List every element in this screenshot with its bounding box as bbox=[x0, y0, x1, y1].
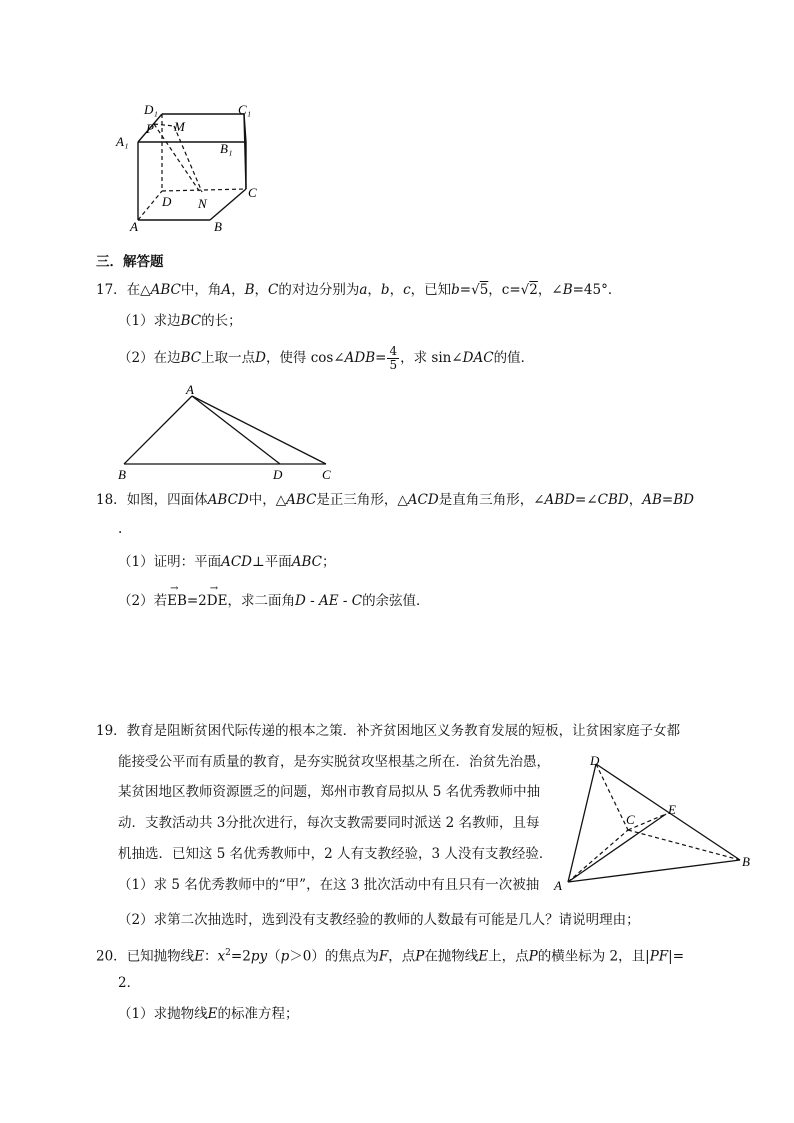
q18-period: . bbox=[118, 521, 123, 537]
sqrt-sign: √ bbox=[471, 282, 480, 298]
q19-line7: （2）求第二次抽选时，选到没有支教经验的教师的人数最有可能是几人？请说明理由； bbox=[118, 912, 640, 928]
label-b: B bbox=[214, 219, 222, 234]
label-d: D bbox=[162, 194, 172, 209]
label-c: C bbox=[322, 467, 331, 482]
label-a: A bbox=[130, 219, 138, 234]
label-a: A bbox=[186, 382, 194, 397]
label-b: B bbox=[118, 467, 126, 482]
q20-part1: （1）求抛物线E的标准方程； bbox=[118, 1006, 299, 1022]
label-b: B bbox=[742, 854, 750, 869]
q19-line3: 某贫困地区教师资源匮乏的问题，郑州市教育局拟从 5 名优秀教师中抽 bbox=[118, 784, 541, 800]
vector-eb: → EB bbox=[167, 592, 187, 610]
label-d: D bbox=[590, 753, 600, 768]
q17-part1: （1）求边BC的长； bbox=[118, 313, 242, 329]
fraction-4-5: $\frac{4}{5}$ bbox=[389, 344, 398, 372]
label-c1: C₁ bbox=[238, 102, 252, 117]
label-d1: D₁ bbox=[144, 102, 158, 117]
q19-line4: 动．支教活动共 3分批次进行，每次支教需要同时派送 2 名教师，且每 bbox=[118, 815, 540, 831]
label-n: N bbox=[198, 196, 207, 211]
q20-line2: 2． bbox=[118, 975, 141, 991]
label-a1: A₁ bbox=[116, 134, 129, 149]
q17-part2: （2）在边BC上取一点D，使得 cos∠ADB= $\frac{4}{5}$ ，求 sin∠DAC的值． bbox=[118, 344, 535, 372]
q19-line1: 19．教育是阻断贫困代际传递的根本之策．补齐贫困地区义务教育发展的短板，让贫困家庭子女都 bbox=[96, 723, 681, 739]
section-title: 三．解答题 bbox=[96, 254, 164, 270]
triangle-figure bbox=[112, 382, 344, 482]
label-m: M bbox=[174, 119, 185, 134]
sqrt-sign: √ bbox=[520, 282, 530, 298]
label-d: D bbox=[273, 467, 283, 482]
q19-line6: （1）求 5 名优秀教师中的“甲”，在这 3 批次活动中有且只有一次被抽 bbox=[118, 877, 540, 893]
q17-stem: 17．在△ABC中，角A，B，C的对边分别为a，b，c，已知b=√5，c=√2，∠B=45°． bbox=[96, 282, 622, 298]
label-c: C bbox=[626, 812, 635, 827]
q19-line5: 机抽选．已知这 5 名优秀教师中，2 人有支教经验，3 人没有支教经验． bbox=[118, 846, 553, 862]
q18-part1: （1）证明：平面ACD⊥平面ABC； bbox=[118, 554, 336, 570]
q18-stem: 18．如图，四面体ABCD中，△ABC是正三角形，△ACD是直角三角形，∠ABD=∠CBD，AB=BD bbox=[96, 492, 694, 508]
q19-line2: 能接受公平而有质量的教育，是夯实脱贫攻坚根基之所在．治贫先治愚， bbox=[118, 754, 550, 770]
cube-figure bbox=[110, 100, 270, 235]
sqrt-5: 5 bbox=[479, 282, 489, 298]
label-e: E bbox=[668, 802, 676, 817]
tetrahedron-figure bbox=[552, 752, 762, 892]
label-a: A bbox=[554, 878, 562, 892]
label-b1: B₁ bbox=[220, 141, 233, 156]
q20-stem: 20．已知抛物线E：$x^2=2py(p>0)$的焦点为F，点P在抛物线E上，点P的横坐标为 2，且|PF|= bbox=[96, 948, 685, 965]
sqrt-2: 2 bbox=[529, 282, 538, 298]
q18-part2: （2）若→ EB=2→ DE，求二面角D - AE - C的余弦值． bbox=[118, 592, 430, 610]
label-p: P bbox=[146, 121, 154, 136]
vector-de: → DE bbox=[207, 592, 228, 610]
label-c: C bbox=[248, 185, 257, 200]
